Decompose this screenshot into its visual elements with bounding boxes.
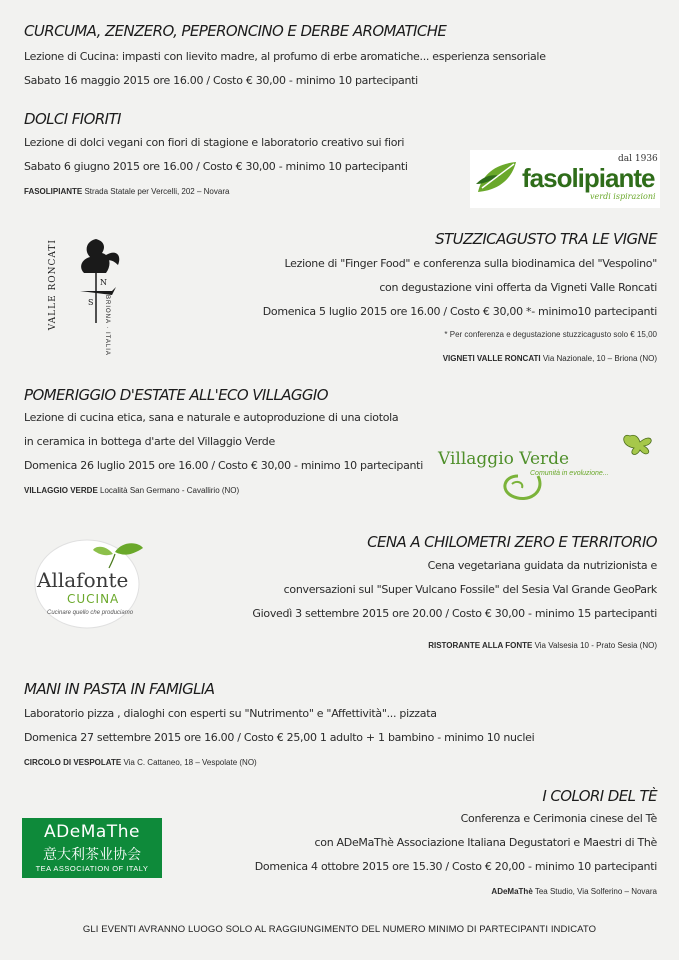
venue-name: CIRCOLO DI VESPOLATE: [24, 758, 122, 767]
venue-address: Via C. Cattaneo, 18 – Vespolate (NO): [123, 758, 257, 767]
venue: [24, 187, 229, 196]
venue-name: VILLAGGIO VERDE: [24, 486, 98, 495]
venue-address: Via Nazionale, 10 – Briona (NO): [542, 354, 657, 363]
allafonte-logo: [31, 532, 149, 632]
event-title: I COLORI DEL TÈ: [542, 787, 657, 805]
event-description: Lezione di dolci vegani con fiori di stagione e laboratorio creativo sui fiori: [24, 136, 405, 149]
villaggio-verde-tagline: Comunità in evoluzione...: [530, 470, 609, 477]
ademathe-logo: [22, 818, 162, 878]
event-date: Domenica 5 luglio 2015 ore 16.00 / Costo € 30,00 *- minimo10 partecipanti: [262, 305, 657, 318]
svg-text:S: S: [88, 298, 94, 307]
event-note: * Per conferenza e degustazione stuzzicagusto solo € 15,00: [444, 330, 657, 339]
venue: [443, 354, 657, 363]
event-description: Conferenza e Cerimonia cinese del Tè: [460, 812, 657, 825]
ademathe-chinese: 意大利茶业协会: [43, 847, 141, 863]
event-date: Domenica 4 ottobre 2015 ore 15.30 / Costo € 20,00 - minimo 10 partecipanti: [254, 860, 657, 873]
event-description: in ceramica in bottega d'arte del Villaggio Verde: [24, 435, 275, 448]
ademathe-sub: TEA ASSOCIATION OF ITALY: [35, 864, 149, 873]
event-title: STUZZICAGUSTO TRA LE VIGNE: [435, 230, 657, 248]
villaggio-verde-name: Villaggio Verde: [438, 449, 570, 469]
event-title: CURCUMA, ZENZERO, PEPERONCINO E DERBE AROMATICHE: [24, 22, 447, 40]
fasolipiante-name: fasolipiante: [522, 163, 655, 193]
footer-notice: GLI EVENTI AVRANNO LUOGO SOLO AL RAGGIUNGIMENTO DEL NUMERO MINIMO DI PARTECIPANTI INDICATO: [82, 924, 597, 935]
venue: [491, 887, 657, 896]
event-description: Lezione di "Finger Food" e conferenza sulla biodinamica del "Vespolino": [284, 257, 657, 270]
fasolipiante-since: dal 1936: [618, 154, 658, 164]
valle-roncati-logo: [46, 225, 136, 356]
fasolipiante-tagline: verdi ispirazioni: [590, 192, 656, 201]
allafonte-name: Allafonte: [37, 568, 129, 592]
venue-address: Località San Germano - Cavallirio (NO): [100, 486, 240, 495]
event-title: POMERIGGIO D'ESTATE ALL'ECO VILLAGGIO: [24, 386, 328, 404]
event-description: con degustazione vini offerta da Vigneti Valle Roncati: [379, 281, 657, 294]
event-date: Sabato 6 giugno 2015 ore 16.00 / Costo € 30,00 - minimo 10 partecipanti: [24, 160, 408, 173]
event-date: Domenica 27 settembre 2015 ore 16.00 / Costo € 25,00 1 adulto + 1 bambino - minimo 10 nuclei: [24, 731, 535, 744]
rooster-weathervane-icon: [66, 235, 126, 325]
allafonte-tagline: Cucinare quello che produciamo: [47, 610, 134, 616]
leaf-icon: [474, 156, 520, 202]
valle-roncati-name: VALLE RONCATI: [48, 239, 58, 331]
event-date: Giovedì 3 settembre 2015 ore 20.00 / Costo € 30,00 - minimo 15 partecipanti: [252, 607, 657, 620]
venue: [24, 758, 257, 767]
event-date: Domenica 26 luglio 2015 ore 16.00 / Costo € 30,00 - minimo 10 partecipanti: [24, 459, 423, 472]
event-title: DOLCI FIORITI: [24, 110, 121, 128]
event-description: Lezione di Cucina: impasti con lievito madre, al profumo di erbe aromatiche... esperienza sensoriale: [24, 50, 546, 63]
valle-roncati-place: BRIONA · ITALIA: [104, 295, 110, 356]
event-title: MANI IN PASTA IN FAMIGLIA: [24, 680, 215, 698]
fasolipiante-logo: [470, 150, 660, 208]
event-date: Sabato 16 maggio 2015 ore 16.00 / Costo € 30,00 - minimo 10 partecipanti: [24, 74, 418, 87]
event-description: Laboratorio pizza , dialoghi con esperti su "Nutrimento" e "Affettività"... pizzata: [24, 707, 437, 720]
venue-address: Via Valsesia 10 - Prato Sesia (NO): [534, 641, 657, 650]
venue-name: ADeMaThè: [491, 887, 533, 896]
event-title: CENA A CHILOMETRI ZERO E TERRITORIO: [367, 533, 657, 551]
event-description: Lezione di cucina etica, sana e naturale e autoproduzione di una ciotola: [24, 411, 399, 424]
venue: [428, 641, 657, 650]
ademathe-name: ADeMaThe: [44, 822, 140, 842]
svg-text:N: N: [100, 278, 107, 287]
venue-name: RISTORANTE ALLA FONTE: [428, 641, 533, 650]
venue: [24, 486, 239, 495]
event-description: con ADeMaThè Associazione Italiana Degustatori e Maestri di Thè: [314, 836, 657, 849]
villaggio-verde-logo: [434, 432, 664, 508]
event-description: conversazioni sul "Super Vulcano Fossile" del Sesia Val Grande GeoPark: [283, 583, 657, 596]
venue-name: VIGNETI VALLE RONCATI: [442, 354, 541, 363]
event-description: Cena vegetariana guidata da nutrizionista e: [427, 559, 657, 572]
venue-name: FASOLIPIANTE: [24, 187, 83, 196]
allafonte-sub: CUCINA: [67, 592, 120, 606]
venue-address: Strada Statale per Vercelli, 202 – Novara: [84, 187, 230, 196]
venue-address: Tea Studio, Via Solferino – Novara: [534, 887, 657, 896]
